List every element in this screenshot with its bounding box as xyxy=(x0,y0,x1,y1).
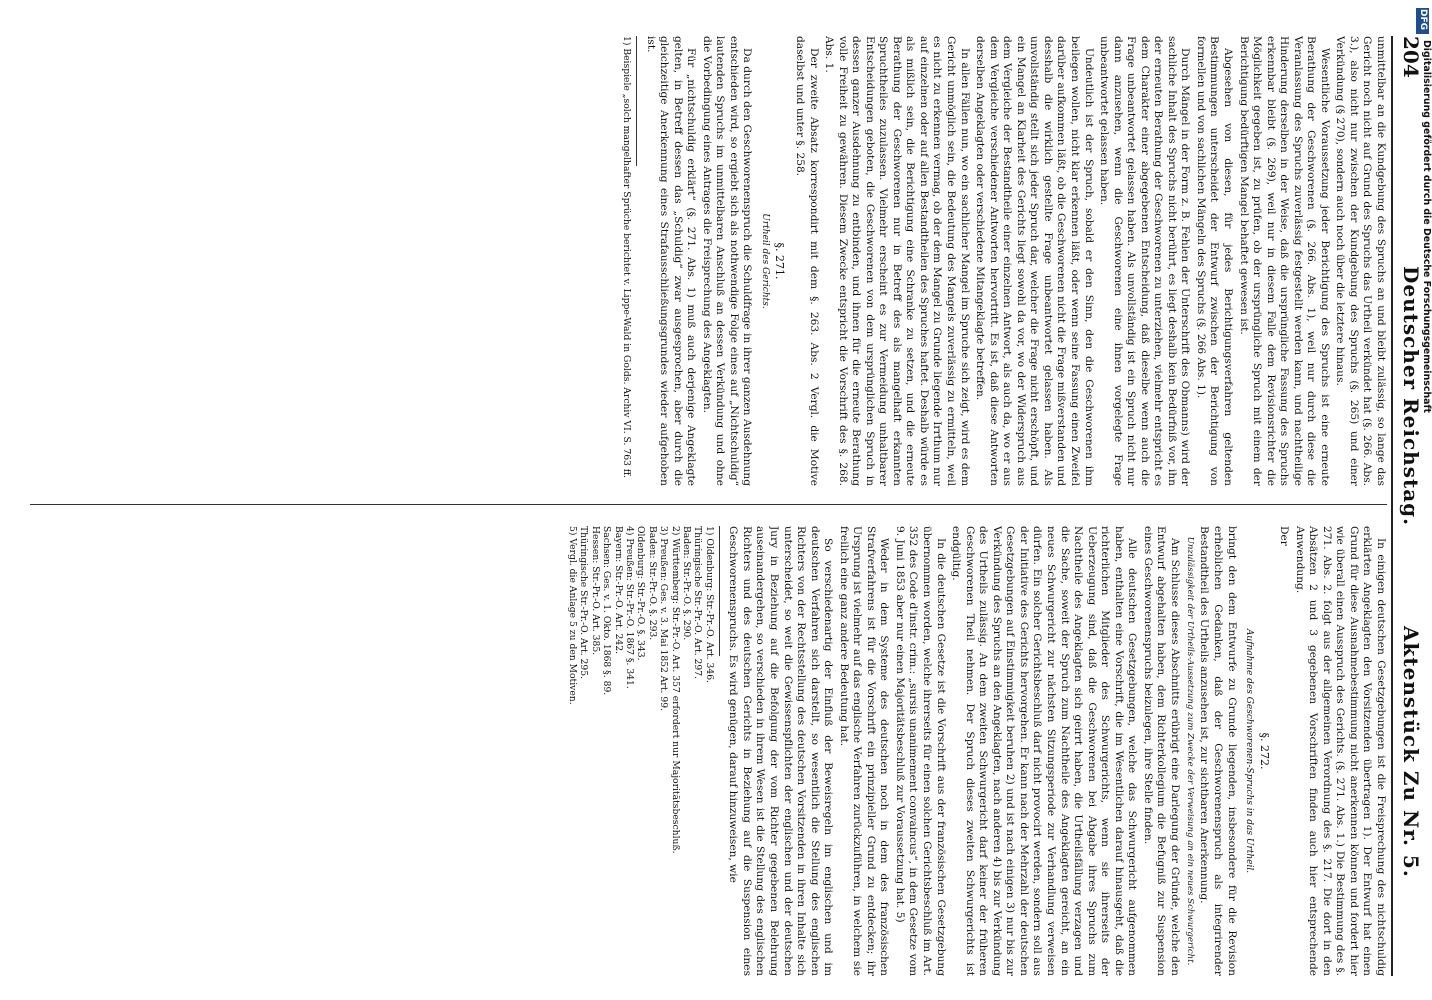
running-title-right: Aktenstück Zu Nr. 5. xyxy=(1399,626,1423,878)
paragraph: Wesentliche Voraussetzung jeder Berichtigung des Spruchs ist eine erneute Berathung der Geschworenen (§. 266. Abs. 1), weil nur durch diese die Veranlassung des Spruchs zuverlässig festgestellt werden kann, und nachtheilige Hinderung derselben in der Weise, daß die ursprüngliche Fassung des Spruchs erkennbar bleibt (§. 269), weil nur in diesem Falle dem Revisionsrichter die Möglichkeit gegeben ist, zu prüfen, ob der ursprüngliche Spruch mit einem der Berichtigung bedürftigen Mangel behaftet gewesen ist. xyxy=(1237,36,1331,486)
footnote: 3) Preußen: Ges. v. 3. Mai 1852 Art. 99. xyxy=(658,526,670,711)
dfg-logo xyxy=(1416,8,1429,34)
page-number: 204 xyxy=(1399,36,1423,78)
paragraph: Abgesehen von diesen, für jedes Berichtigungsverfahren geltenden Bestimmungen unterscheidet der Entwurf zwischen der Berichtigung von formellen und von sachlichen Mängeln des Spruchs (§. 266 Abs. 1). xyxy=(1194,36,1234,486)
paragraph: Undeutlich ist der Spruch, sobald er den Sinn, den die Geschworenen ihm beilegen wollen, nicht klar erkennen läßt, oder wenn seine Fassung einen Zweifel darüber aufkommen läßt, ob die Geschworenen nicht die Frage mißverstanden und desshalb die wirklich gestellte Frage unbeantwortet gelassen haben. Als unvollständig stellt sich jeder Spruch dar, welcher die Frage nicht erschöpft, und ein Mangel an Klarheit des Gerichts liegt sowohl da vor, wo der Widerspruch aus dem Vergleiche der Bestandtheile einer einzelnen Antwort, als auch da, wo er aus dem Vergleiche verschiedener Antworten hervortritt. Es ist, daß diese Antworten derselben Angeklagten oder verschiedene Mitangeklagte betreffen. xyxy=(974,36,1095,486)
paragraph: Alle deutschen Gesetzgebungen, welche das Schwurgericht aufgenommen haben, enthalten eine Vorschrift, die im Wesentlichen darauf hinausgeht, daß die richterlichen Mitglieder des Schwurgerichts, wenn sie ihrerseits der Ueberzeugung sind, daß die Geschworenen bei Abgabe ihres Spruchs zum Nachtheile des Angeklagten sich geirrt haben, die Urtheilsfällung verzagen und die Sache, soweit der Spruch zum Nachtheile des Angeklagten gereicht, an ein neues Schwurgericht zur nächsten Sitzungsperiode zur Verhandlung verweisen dürfen. Ein solcher Gerichtsbeschluß darf nicht provocirt werden, sondern soll aus der Initiative des Gerichts hervorgehen. Er kann nach der Mehrzahl der deutschen Gesetzgebungen auf Einstimmigkeit beruhen 2) und ist nach einigen 3) nur bis zur Verkündung des Spruchs an den Angeklagten, nach anderen 4) bis zur Verkündung des Urtheils zulässig. An dem zweiten Schwurgericht darf keiner der früheren Geschworenen Theil nehmen. Der Spruch dieses zweiten Schwurgerichts ist endgültig. xyxy=(950,526,1139,976)
section-heading: §. 271. xyxy=(773,242,787,280)
paragraph: So verschiedenartig der Einfluß der Beweisregeln im englischen und im deutschen Verfahren sich darstellt, so wesentlich die Stellung des englischen Richters von der Rechtsstellung des deutschen Vorsitzenden in ihren Inhalte sich unterscheidet, so weit die Gewissenspflichten der englischen und der deutschen Jury in Beziehung auf die Befolgung der vom Richter gegebenen Belehrung auseinandergehen, so verschieden in ihrem Wesen ist die Stellung des englischen Richters und des deutschen Gerichts in Beziehung auf die Suspension eines Geschworenenspruchs. Es wird genügen, darauf hinzuweisen, wie xyxy=(727,526,835,976)
section-subheading: Aufnahme des Geschworenen-Spruchs in das Urtheil. xyxy=(1244,628,1255,874)
dfg-logo-text: DFG xyxy=(1418,9,1428,31)
footnote: Thüringische Str.-Pr.-O. Art. 297. xyxy=(692,526,704,679)
document-page xyxy=(22,36,1427,976)
footnote: 1) Beispiele „solch mangelhafter Sprüche berichtet v. Lippe-Wald in Golds. Archiv VI. S. 763 ff. xyxy=(621,36,633,478)
footnote: Sachsen: Ges. v. 1. Okto. 1868 §. 89. xyxy=(601,526,613,696)
digitization-credit: Digitalisierung gefördert durch die Deutsche Forschungsgemeinschaft xyxy=(1421,40,1432,414)
paragraph: unmittelbar an die Kundgebung des Spruchs an und bleibt zulässig, so lange das Gericht noch nicht auf Grund des Spruchs das Urtheil verkündet hat (§. 266. Abs. 3.), also nicht nur zwischen der Kundgebung des Spruchs (§. 265) und einer Verkündung (§ 270), sondern auch noch über die letztere hinaus. xyxy=(1334,36,1387,486)
paragraph: bringt den dem Entwurfe zu Grunde liegenden, insbesondere für die Revision erheblichen Gedanken, daß der Geschworenenspruch als integrirender Bestandtheil des Urtheils anzusehen ist, zur sichtbaren Anerkennung. xyxy=(1198,526,1238,976)
paragraph: Für „nichtschuldig erklärt“ (§. 271. Abs. 1) muß auch derjenige Angeklagte gelten, in Betreff dessen das „Schuldig“ zwar ausgesprochen, aber durch die gleichzeitige Anerkennung eines Strafausschließungsgrundes wieder aufgehoben ist. xyxy=(644,36,698,486)
footnote: 1) Oldenburg: Str.-Pr.-O. Art. 346. xyxy=(703,526,715,683)
paragraph: Weder in dem Systeme des deutschen noch in dem des französischen Strafverfahrens ist für die Vorschrift ein prinzipieller Grund zu entdecken; ihr Ursprung ist vielmehr auf das englische Verfahren zurückzuführen, in welchem sie freilich eine ganz andere Bedeutung hat. xyxy=(837,526,891,976)
footnote: 4) Preußen: Str.-Pr.-O. 1867 §. 341. xyxy=(624,526,635,689)
paragraph: Der zweite Absatz korrespondirt mit dem §. 263. Abs. 2 Vergl. die Motive daselbst und unter §. 258. xyxy=(794,36,820,486)
footnote-rule xyxy=(636,36,637,166)
footnote: Baden: Str.-Pr.-O. §. 293. xyxy=(646,526,658,641)
footnote: 2) Württemberg: Str.-Pr.-O. Art. 357 erfordert nur Majoritätsbeschluß. xyxy=(669,526,681,854)
left-column xyxy=(30,36,1387,486)
paragraph: Durch Mängel in der Form z. B. Fehlen der Unterschrift des Obmanns) wird der sachliche Inhalt des Spruchs nicht berührt, es liegt deshalb kein Bedürfniß vor, ihn der erneuten Berathung der Geschworenen zu unterziehen, vielmehr entspricht es dem Charakter einer abgegebenen Entscheidung, daß dieselbe wenn auch die Frage unbeantwortet gelassen haben. Als unvollständig ist ein Spruch nicht nur dann anzusehen, wenn die Geschworenen eine ihnen vorgelegte Frage unbeantwortet gelassen haben. xyxy=(1098,36,1192,486)
running-title-left: Deutscher Reichstag. xyxy=(1399,266,1423,527)
footnotes xyxy=(567,526,715,976)
paragraph: Am Schlusse dieses Abschnitts erübrigt eine Darlegung der Gründe, welche den Entwurf abgehalten haben, dem Richterkollegium die Befugniß zur Suspension eines Geschworenenspruchs beizulegen, ihre Stelle finden. xyxy=(1141,526,1181,976)
footnote: Oldenburg: Str.-Pr.-O. §. 343. xyxy=(635,526,647,661)
paragraph: Der xyxy=(1278,526,1291,546)
footnote: Hessen: Str.-Pr.-O. Art. 385. xyxy=(589,526,601,656)
section-heading: §. 272. xyxy=(1257,732,1271,770)
section-subheading: Urtheil des Gerichts. xyxy=(759,213,770,309)
right-column xyxy=(30,526,1387,976)
paragraph: In die deutschen Gesetze ist die Vorschrift aus der französischen Gesetzgebung übernommen worden, welche ihrerseits für einen solchen Gerichtsbeschluß im Art. 352 des Code d'instr. crim.: „sursis unanimement convaincus“, in dem Gesetze vom 9. Juni 1853 aber nur einen Majoritätsbeschluß zur Voraussetzung hat. 5) xyxy=(893,526,947,976)
footnote: Baden: Str.-Pr.-O. §. 290. xyxy=(681,526,693,641)
footnote: 5) Vergl. die Anlage 5 zu den Motiven. xyxy=(566,526,578,705)
paragraph: Da durch den Geschworenenspruch die Schuldfrage in ihrer ganzen Ausdehnung entschieden wird, so ergiebt sich als nothwendige Folge eines auf „Nichtschuldig“ lautenden Spruchs im unmittelbaren Anschluß an dessen Verkündung und ohne die Vorbedingung eines Antrages die Freisprechung des Angeklagten. xyxy=(700,36,754,486)
paragraph: In einigen deutschen Gesetzgebungen ist die Freisprechung des nichtschuldig erklärten Angeklagten den Vorsitzenden übertragen 1). Der Entwurf hat einen Grund für diese Ausnahmebestimmung nicht anerkennen können und fordert hier wie überall einen Ausspruch des Gerichts. (§. 271. Abs. 1.) Die Bestimmung des §. 271. Abs. 2. folgt aus der allgemeinen Verordnung des §. 217. Die dort in den Absätzen 2 und 3 gegebenen Vorschriften finden auch hier entsprechende Anwendung. xyxy=(1293,526,1387,976)
column-divider xyxy=(30,504,1387,505)
header-rule xyxy=(1391,36,1393,976)
paragraph: In allen Fällen nun, wo ein sachlicher Mangel im Spruche sich zeigt, wird es dem Gericht unmöglich sein, die Bedeutung des Mangels zuverlässig zu ermitteln, weil es nicht zu erkennen vermag, ob der dem Mangel zu Grunde liegende Irrthum nur auf einzelnen oder auf allen Bestandtheilen des Spruches haftet. Deshalb würde es als mißlich sein, die Berichtigung eine Schranke zu setzen, und die erneute Berathung der Geschworenen nur in Betreff des als mangelhaft erkannten Spruchtheiles zuzulassen. Vielmehr erscheint es zur Vermeidung unhaltbarer Entscheidungen geboten, die Geschworenen von dem ursprünglichen Spruch in dessen ganzer Ausdehnung zu entbinden, und ihnen für die erneute Berathung volle Freiheit zu gewähren. Diesem Zwecke entspricht die Vorschrift des §. 268. Abs. 1. xyxy=(823,36,971,486)
footnote: Bayern: Str.-Pr.-O. Art. 242. xyxy=(612,526,624,655)
footnote: Thüringische Str.-Pr.-O. Art. 295. xyxy=(578,526,590,679)
footnote-rule xyxy=(719,526,720,656)
marginal-note: Unzulässigkeit der Urtheils-Aussetzung zum Zwecke der Verweisung an ein neues Schwurgericht. xyxy=(1184,536,1195,966)
